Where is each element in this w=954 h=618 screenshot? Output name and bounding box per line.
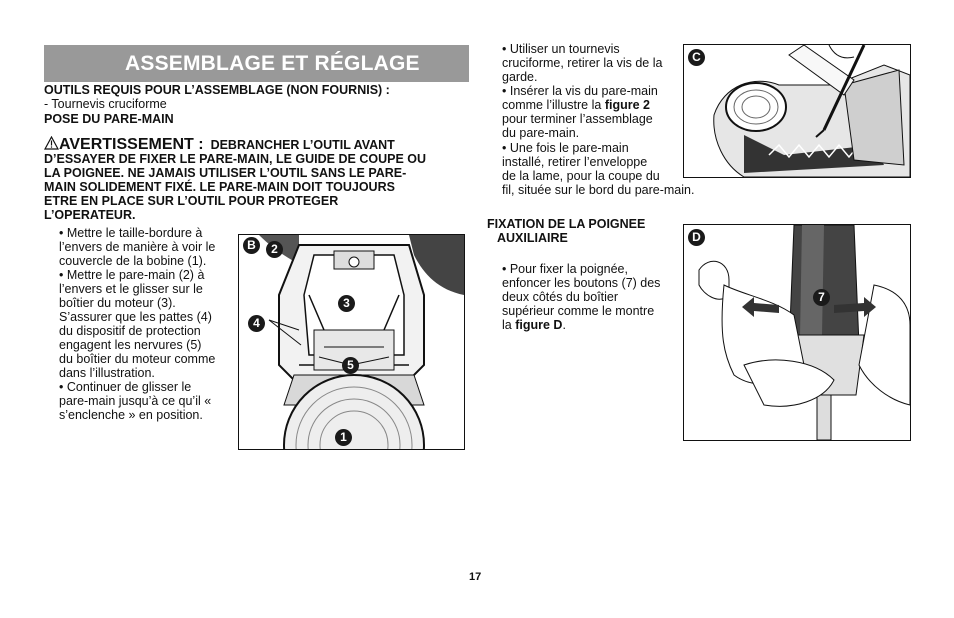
page-number: 17 [469, 571, 482, 583]
warning-line-5: ETRE EN PLACE SUR L’OUTIL POUR PROTEGER [44, 194, 339, 208]
aux-heading-2: AUXILIAIRE [497, 231, 568, 245]
right-step-line: fil, située sur le bord du pare-main. [502, 183, 695, 197]
aux-step-line [502, 318, 566, 333]
left-step-line: • Continuer de glisser le [59, 380, 192, 394]
figure-ref-d: figure D [515, 318, 563, 332]
right-step-line: garde. [502, 70, 538, 84]
page-title: ASSEMBLAGE ET RÉGLAGE [125, 52, 420, 75]
figure-d-illustration [684, 225, 910, 440]
figure-b [238, 234, 465, 450]
left-step-line: l’envers de manière à voir le [59, 240, 216, 254]
callout-5: 5 [342, 357, 359, 374]
aux-step-line: supérieur comme le montre [502, 304, 655, 318]
left-step-line: du boîtier du moteur comme [59, 352, 216, 366]
figure-b-letter: B [243, 237, 260, 254]
right-step-line: • Insérer la vis du pare-main [502, 84, 658, 98]
figure-b-illustration [239, 235, 464, 449]
warning-triangle-icon [44, 138, 59, 152]
warning-line-6: L’OPERATEUR. [44, 208, 136, 222]
callout-1: 1 [335, 429, 352, 446]
warning-line-3: LA POIGNEE. NE JAMAIS UTILISER L’OUTIL SANS LE PARE- [44, 166, 407, 180]
warning-line-1: DEBRANCHER L’OUTIL AVANT [210, 138, 395, 152]
right-step-text: comme l’illustre la [502, 98, 605, 112]
left-step-line: couvercle de la bobine (1). [59, 254, 207, 268]
left-step-line: du dispositif de protection [59, 324, 201, 338]
figure-d-letter: D [688, 229, 705, 246]
aux-heading-1: FIXATION DE LA POIGNEE [487, 217, 646, 231]
left-step-line: pare-main jusqu’à ce qu’il « [59, 394, 212, 408]
left-step-line: dans l’illustration. [59, 366, 155, 380]
right-step-line: • Une fois le pare-main [502, 141, 629, 155]
warning-line-2: D’ESSAYER DE FIXER LE PARE-MAIN, LE GUIDE DE COUPE OU [44, 152, 427, 166]
aux-step-punct: . [562, 318, 566, 332]
figure-d [683, 224, 911, 441]
left-step-line: • Mettre le taille-bordure à [59, 226, 203, 240]
aux-step-line: deux côtés du boîtier [502, 290, 619, 304]
figure-c [683, 44, 911, 178]
left-step-line: l’envers et le glisser sur le [59, 282, 203, 296]
callout-3: 3 [338, 295, 355, 312]
figure-c-illustration [684, 45, 910, 177]
right-step-line: cruciforme, retirer la vis de la [502, 56, 663, 70]
left-step-line: engagent les nervures (5) [59, 338, 202, 352]
figure-ref-2: figure 2 [604, 98, 650, 112]
guard-heading: POSE DU PARE-MAIN [44, 112, 174, 126]
warning-label: AVERTISSEMENT : [59, 136, 204, 153]
aux-step-text: la [502, 318, 516, 332]
right-step-line: pour terminer l’assemblage [502, 112, 653, 126]
figure-c-letter: C [688, 49, 705, 66]
right-step-line [502, 98, 650, 113]
warning-line-4: MAIN SOLIDEMENT FIXÉ. LE PARE-MAIN DOIT TOUJOURS [44, 180, 395, 194]
right-step-line: du pare-main. [502, 126, 580, 140]
left-step-line: S’assurer que les pattes (4) [59, 310, 212, 324]
tools-heading: OUTILS REQUIS POUR L’ASSEMBLAGE (NON FOURNIS) : [44, 83, 390, 97]
right-step-line: de la lame, pour la coupe du [502, 169, 660, 183]
aux-step-line: • Pour fixer la poignée, [502, 262, 628, 276]
tools-item: - Tournevis cruciforme [44, 97, 167, 111]
left-step-line: boîtier du moteur (3). [59, 296, 176, 310]
left-step-line: • Mettre le pare-main (2) à [59, 268, 205, 282]
aux-step-line: enfoncer les boutons (7) des [502, 276, 661, 290]
right-step-line: installé, retirer l’enveloppe [502, 155, 648, 169]
right-step-line: • Utiliser un tournevis [502, 42, 620, 56]
left-step-line: s’enclenche » en position. [59, 408, 203, 422]
callout-4: 4 [248, 315, 265, 332]
callout-7: 7 [813, 289, 830, 306]
callout-2: 2 [266, 241, 283, 258]
